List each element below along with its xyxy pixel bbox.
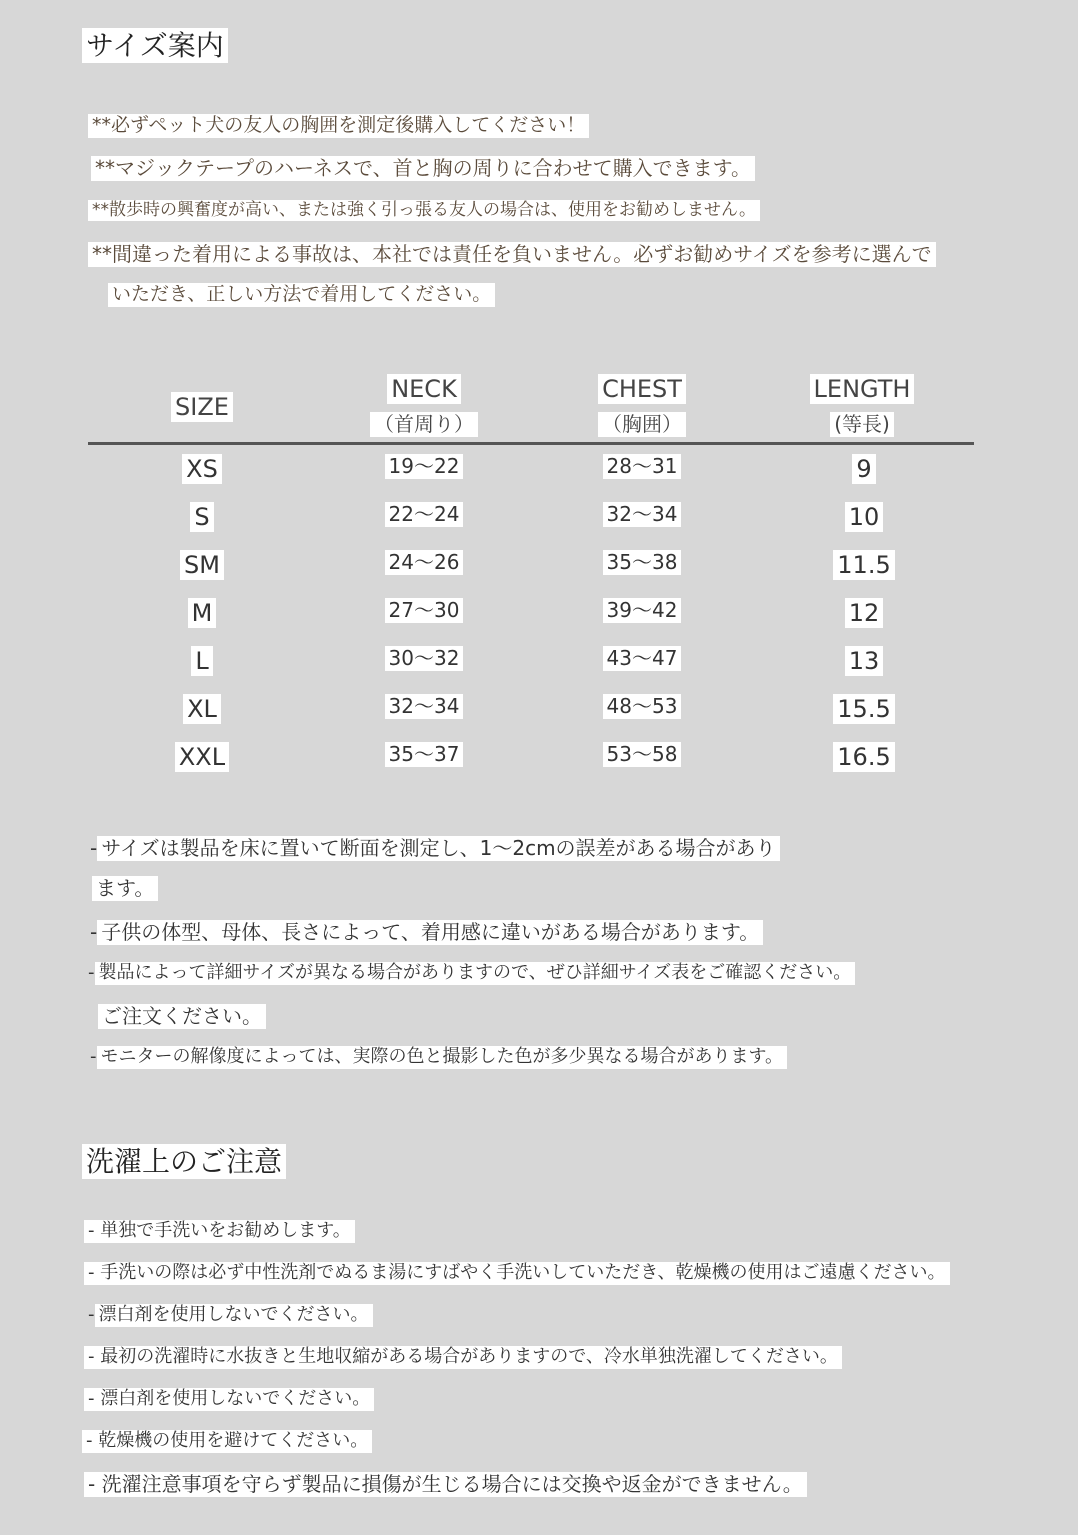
washing-item-7: - 洗濯注意事項を守らず製品に損傷が生じる場合には交換や返金ができません。	[84, 1472, 807, 1497]
row-l-size: L	[102, 646, 302, 676]
washing-title: 洗濯上のご注意	[82, 1144, 286, 1179]
size-disclaimer-2: - 子供の体型、母体、長さによって、着用感に違いがある場合があります。	[90, 920, 763, 945]
row-xl-neck: 32～34	[324, 694, 524, 719]
row-xs-chest: 28～31	[542, 454, 742, 479]
header-length: LENGTH (等長)	[762, 374, 962, 437]
row-sm-neck: 24～26	[324, 550, 524, 575]
washing-item-4: - 最初の洗濯時に水抜きと生地収縮がある場合がありますので、冷水単独洗濯してください。	[84, 1346, 842, 1369]
header-neck: NECK （首周り）	[324, 374, 524, 437]
row-xl-size: XL	[102, 694, 302, 724]
header-chest: CHEST （胸囲）	[542, 374, 742, 437]
row-xxl-neck: 35～37	[324, 742, 524, 767]
size-note-2: **マジックテープのハーネスで、首と胸の周りに合わせて購入できます。	[91, 156, 755, 181]
row-l-chest: 43～47	[542, 646, 742, 671]
row-m-length: 12	[764, 598, 964, 628]
size-guide-title: サイズ案内	[82, 28, 228, 63]
row-m-neck: 27～30	[324, 598, 524, 623]
row-s-length: 10	[764, 502, 964, 532]
washing-item-2: - 手洗いの際は必ず中性洗剤でぬるま湯にすばやく手洗いしていただき、乾燥機の使用はご遠慮ください。	[84, 1262, 950, 1285]
row-sm-length: 11.5	[764, 550, 964, 580]
row-xl-chest: 48～53	[542, 694, 742, 719]
row-s-chest: 32～34	[542, 502, 742, 527]
header-neck-sub: （首周り）	[370, 412, 478, 437]
size-disclaimer-1: - サイズは製品を床に置いて断面を測定し、1～2cmの誤差がある場合があり	[90, 836, 780, 861]
row-xs-size: XS	[102, 454, 302, 484]
row-l-neck: 30～32	[324, 646, 524, 671]
row-xs-neck: 19～22	[324, 454, 524, 479]
header-size: SIZE	[102, 392, 302, 422]
row-xl-length: 15.5	[764, 694, 964, 724]
row-sm-size: SM	[102, 550, 302, 580]
row-m-chest: 39～42	[542, 598, 742, 623]
size-disclaimer-3: - 製品によって詳細サイズが異なる場合がありますので、ぜひ詳細サイズ表をご確認ください。	[88, 962, 855, 985]
washing-item-1: - 単独で手洗いをお勧めします。	[84, 1220, 355, 1243]
size-note-4: **間違った着用による事故は、本社では責任を負いません。必ずお勧めサイズを参考に選んで	[88, 242, 936, 267]
washing-item-3: - 漂白剤を使用しないでください。	[88, 1304, 373, 1327]
header-length-sub: (等長)	[830, 412, 894, 437]
size-disclaimer-4: - モニターの解像度によっては、実際の色と撮影した色が多少異なる場合があります。	[90, 1046, 787, 1069]
row-s-neck: 22～24	[324, 502, 524, 527]
header-chest-sub: （胸囲）	[598, 412, 686, 437]
size-note-3: **散歩時の興奮度が高い、または強く引っ張る友人の場合は、使用をお勧めしません。	[88, 200, 760, 221]
size-note-5: いただき、正しい方法で着用してください。	[108, 283, 495, 307]
row-sm-chest: 35～38	[542, 550, 742, 575]
row-l-length: 13	[764, 646, 964, 676]
size-note-1: **必ずペット犬の友人の胸囲を測定後購入してください！	[88, 114, 589, 138]
row-s-size: S	[102, 502, 302, 532]
row-xxl-chest: 53～58	[542, 742, 742, 767]
size-disclaimer-3b: ご注文ください。	[98, 1004, 266, 1029]
row-xxl-length: 16.5	[764, 742, 964, 772]
row-xs-length: 9	[764, 454, 964, 484]
row-xxl-size: XXL	[102, 742, 302, 772]
washing-item-6: - 乾燥機の使用を避けてください。	[82, 1430, 372, 1453]
washing-item-5: - 漂白剤を使用しないでください。	[84, 1388, 374, 1411]
size-disclaimer-1b: ます。	[92, 876, 158, 901]
table-header-rule	[88, 442, 974, 445]
row-m-size: M	[102, 598, 302, 628]
